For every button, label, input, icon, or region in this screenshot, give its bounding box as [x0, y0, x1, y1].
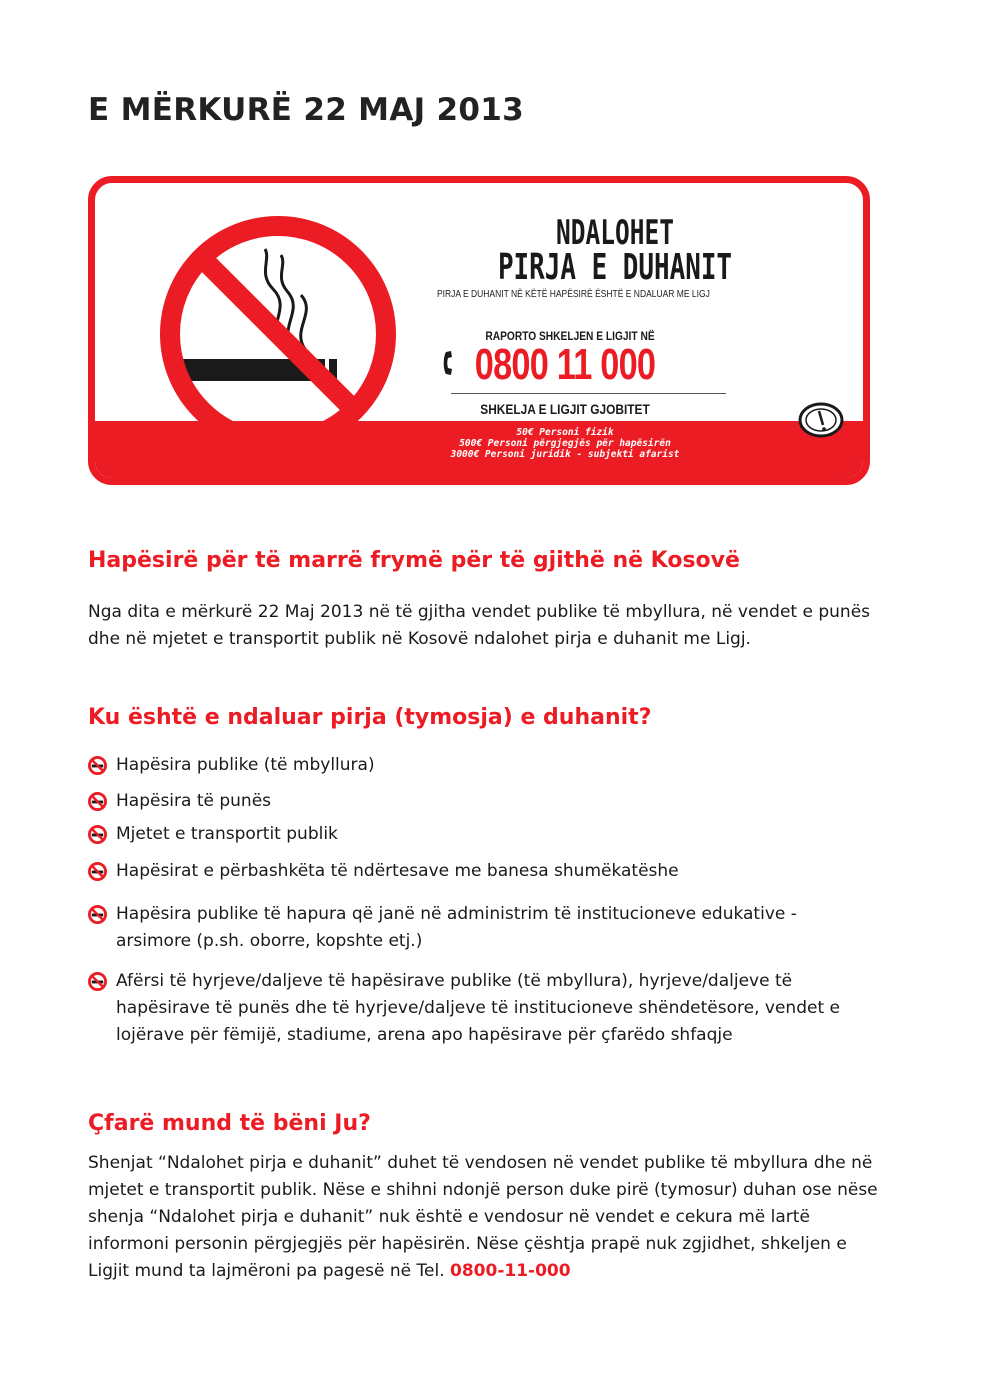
fine-item: 50€ Personi fizik: [516, 427, 614, 438]
list-item: [88, 752, 888, 779]
no-smoking-bullet-icon: [88, 862, 107, 881]
list-item: [88, 901, 868, 955]
fine-heading: SHKELJA E LIGJIT GJOBITET: [480, 401, 650, 417]
fine-item: 3000€ Personi juridik - subjekti afarist: [450, 449, 680, 460]
list-item: [88, 788, 888, 815]
list-item-text: Mjetet e transportit publik: [116, 824, 338, 844]
section-heading-breathing-space: Hapësirë për të marrë frymë për të gjithë në Kosovë: [88, 548, 740, 573]
no-smoking-bullet-icon: [88, 792, 107, 811]
hotline-number-inline: 0800-11-000: [450, 1261, 571, 1281]
list-item: [88, 821, 888, 848]
report-label: RAPORTO SHKELJEN E LIGJIT NË: [485, 329, 655, 343]
fines-list: [415, 427, 715, 460]
action-paragraph-text: Shenjat “Ndalohet pirja e duhanit” duhet të vendosen në vendet publike të mbyllura dhe në mjetet e transportit publik. Nëse e shihni ndonjë person duke pirë (tymosur) duhan ose nëse shenja “Ndalohet pirja e duhanit” nuk është e vendosur në vendet e cekura më lartë informoni personin përgjegjës për hapësirën. Nëse çështja prapë nuk zgjidhet, shkeljen e Ligjit mund ta lajmëroni pa pagesë në Tel.: [88, 1153, 878, 1281]
warning-icon: [797, 399, 845, 439]
action-paragraph: [88, 1150, 888, 1285]
no-smoking-sign: [88, 176, 870, 485]
no-smoking-bullet-icon: [88, 972, 107, 991]
sign-title-line1: NDALOHET: [556, 213, 674, 253]
intro-paragraph: Nga dita e mërkurë 22 Maj 2013 në të gjitha vendet publike të mbyllura, në vendet e punës dhe në mjetet e transportit publik në Kosovë ndalohet pirja e duhanit me Ligj.: [88, 602, 871, 649]
section-heading-what-can-you-do: Çfarë mund të bëni Ju?: [88, 1111, 371, 1136]
list-item-text: Hapësira të punës: [116, 791, 272, 811]
sign-divider: [451, 393, 726, 394]
section-heading-where-banned: Ku është e ndaluar pirja (tymosja) e duhanit?: [88, 705, 652, 730]
sign-title-line2: PIRJA E DUHANIT: [497, 247, 733, 288]
fine-item: 500€ Personi përgjegjës për hapësirën: [459, 438, 671, 449]
phone-icon: [441, 349, 457, 377]
no-smoking-bullet-icon: [88, 825, 107, 844]
list-item: [88, 968, 878, 1049]
list-item-text: Hapësira publike të hapura që janë në administrim të institucioneve edukative - arsimore (p.sh. oborre, kopshte etj.): [116, 904, 797, 951]
no-smoking-icon: [153, 209, 403, 459]
date-heading: E MËRKURË 22 MAJ 2013: [88, 92, 525, 128]
list-item-text: Afërsi të hyrjeve/daljeve të hapësirave publike (të mbyllura), hyrjeve/daljeve të hapësirave të punës dhe të hyrjeve/daljeve të institucioneve shëndetësore, vendet e lojërave për fëmijë, stadiume, arena apo hapësirave për çfarëdo shfaqje: [116, 971, 840, 1045]
list-item: [88, 858, 888, 885]
list-item-text: Hapësirat e përbashkëta të ndërtesave me banesa shumëkatëshe: [116, 861, 679, 881]
no-smoking-bullet-icon: [88, 756, 107, 775]
no-smoking-bullet-icon: [88, 905, 107, 924]
list-item-text: Hapësira publike (të mbyllura): [116, 755, 375, 775]
hotline-number: 0800 11 000: [474, 340, 656, 389]
sign-subtitle: PIRJA E DUHANIT NË KËTË HAPËSIRË ËSHTË E NDALUAR ME LIGJ: [437, 289, 710, 300]
